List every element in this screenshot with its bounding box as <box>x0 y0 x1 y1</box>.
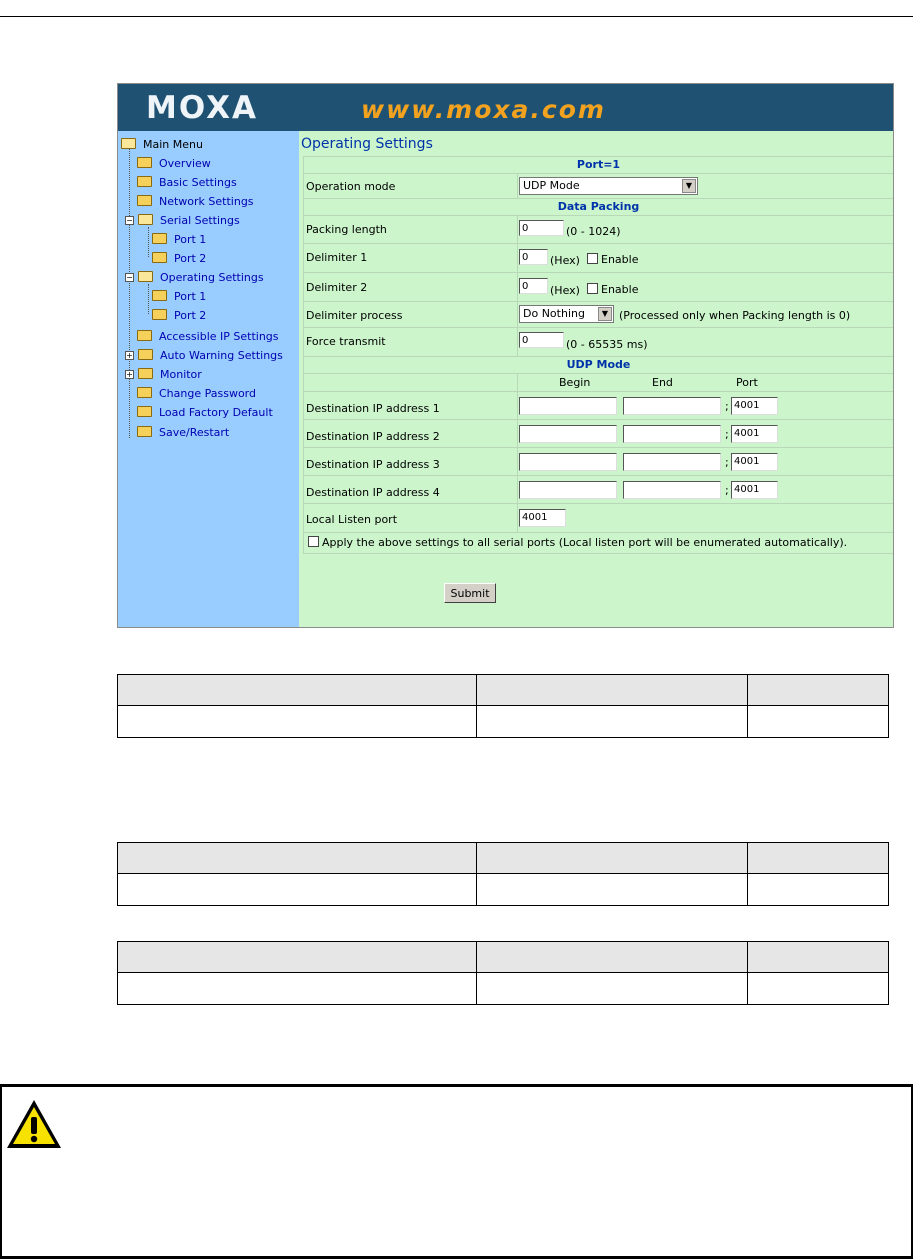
menu-auto-warning[interactable]: + Auto Warning Settings <box>126 349 283 362</box>
destination-label: Destination IP address 2 <box>306 430 440 443</box>
operation-mode-row <box>303 173 894 199</box>
collapse-icon[interactable]: − <box>126 273 133 282</box>
destination-label: Destination IP address 3 <box>306 458 440 471</box>
menu-serial-port-2[interactable]: Port 2 <box>152 251 206 267</box>
operation-mode-select[interactable]: UDP Mode ▼ <box>519 177 698 195</box>
local-listen-row <box>303 503 894 533</box>
folder-open-icon <box>121 138 136 149</box>
local-listen-label: Local Listen port <box>306 513 398 526</box>
destination-row: Destination IP address 1 ; 4001 <box>303 391 894 420</box>
apply-all-option[interactable]: Apply the above settings to all serial ports (Local listen port will be enumerated automatically). <box>308 536 847 549</box>
destination-port-input[interactable]: 4001 <box>731 481 778 499</box>
force-transmit-label: Force transmit <box>306 335 386 348</box>
delimiter2-label: Delimiter 2 <box>306 281 368 294</box>
tree-line <box>148 284 149 314</box>
column-port: Port <box>736 376 758 389</box>
destination-begin-input[interactable] <box>519 397 617 415</box>
operating-settings-panel <box>299 131 893 627</box>
menu-overview[interactable]: Overview <box>137 156 211 172</box>
tree-line <box>129 148 130 438</box>
warning-icon <box>5 1098 63 1150</box>
delimiter2-input[interactable]: 0 <box>519 278 548 294</box>
packing-length-hint: (0 - 1024) <box>566 225 621 238</box>
destination-end-input[interactable] <box>623 397 721 415</box>
folder-open-icon <box>138 271 153 282</box>
chevron-down-icon: ▼ <box>598 307 612 321</box>
delimiter1-row <box>303 243 894 273</box>
web-console-screenshot <box>117 83 894 628</box>
doc-table-2 <box>117 842 889 906</box>
destination-begin-input[interactable] <box>519 453 617 471</box>
folder-icon <box>152 309 167 320</box>
page-header-rule <box>0 16 913 17</box>
force-transmit-row <box>303 327 894 357</box>
column-begin: Begin <box>559 376 591 389</box>
destination-end-input[interactable] <box>623 425 721 443</box>
folder-icon <box>137 330 152 341</box>
doc-table-3 <box>117 941 889 1005</box>
operation-mode-label: Operation mode <box>306 180 396 193</box>
delimiter1-hex: (Hex) <box>550 254 580 267</box>
udp-column-headers <box>303 373 894 392</box>
delimiter-process-label: Delimiter process <box>306 309 403 322</box>
destination-row: Destination IP address 2 ; 4001 <box>303 419 894 448</box>
folder-open-icon <box>138 214 153 225</box>
delimiter1-label: Delimiter 1 <box>306 251 368 264</box>
menu-serial-settings[interactable]: − Serial Settings <box>126 214 240 227</box>
delimiter2-row <box>303 272 894 302</box>
force-transmit-hint: (0 - 65535 ms) <box>566 338 648 351</box>
destination-port-input[interactable]: 4001 <box>731 397 778 415</box>
column-end: End <box>652 376 673 389</box>
menu-operating-port-2[interactable]: Port 2 <box>152 308 206 324</box>
menu-network-settings[interactable]: Network Settings <box>137 194 254 210</box>
folder-icon <box>138 349 153 360</box>
force-transmit-input[interactable]: 0 <box>519 332 564 348</box>
tree-line <box>148 227 149 257</box>
banner <box>118 84 893 131</box>
menu-main[interactable]: Main Menu <box>121 137 203 153</box>
folder-icon <box>137 426 152 437</box>
destination-end-input[interactable] <box>623 453 721 471</box>
folder-icon <box>137 157 152 168</box>
delimiter-process-select[interactable]: Do Nothing ▼ <box>519 305 614 323</box>
folder-icon <box>137 176 152 187</box>
delimiter2-hex: (Hex) <box>550 284 580 297</box>
delimiter-process-row <box>303 301 894 328</box>
menu-operating-settings[interactable]: − Operating Settings <box>126 271 264 284</box>
attention-box <box>0 1084 913 1259</box>
expand-icon[interactable]: + <box>126 370 133 379</box>
menu-serial-port-1[interactable]: Port 1 <box>152 232 206 248</box>
packing-length-label: Packing length <box>306 223 387 236</box>
chevron-down-icon: ▼ <box>682 179 696 193</box>
main-menu <box>118 131 299 627</box>
udp-mode-header: UDP Mode <box>303 356 894 374</box>
delimiter1-enable-checkbox[interactable] <box>587 253 598 264</box>
doc-table-1 <box>117 674 889 738</box>
delimiter-process-hint: (Processed only when Packing length is 0) <box>619 309 851 322</box>
submit-button[interactable]: Submit <box>444 583 496 603</box>
menu-basic-settings[interactable]: Basic Settings <box>137 175 237 191</box>
port-header: Port=1 <box>303 156 894 174</box>
local-listen-input[interactable]: 4001 <box>519 509 566 527</box>
delimiter1-enable[interactable]: Enable <box>587 253 638 266</box>
folder-icon <box>152 290 167 301</box>
delimiter2-enable[interactable]: Enable <box>587 283 638 296</box>
menu-monitor[interactable]: + Monitor <box>126 368 202 381</box>
folder-icon <box>137 406 152 417</box>
apply-all-row <box>303 532 894 554</box>
destination-begin-input[interactable] <box>519 425 617 443</box>
packing-length-row <box>303 215 894 244</box>
moxa-logo: MOXA <box>146 90 258 126</box>
folder-icon <box>138 368 153 379</box>
collapse-icon[interactable]: − <box>126 216 133 225</box>
apply-all-checkbox[interactable] <box>308 536 319 547</box>
destination-label: Destination IP address 4 <box>306 486 440 499</box>
moxa-url: www.moxa.com <box>361 95 606 124</box>
menu-accessible-ip[interactable]: Accessible IP Settings <box>137 329 279 345</box>
menu-save-restart[interactable]: Save/Restart <box>137 425 229 441</box>
folder-icon <box>137 195 152 206</box>
page-title: Operating Settings <box>301 136 433 152</box>
menu-load-factory-default[interactable]: Load Factory Default <box>137 405 273 421</box>
destination-port-input[interactable]: 4001 <box>731 425 778 443</box>
delimiter2-enable-checkbox[interactable] <box>587 283 598 294</box>
menu-change-password[interactable]: Change Password <box>137 386 256 402</box>
folder-icon <box>152 252 167 263</box>
destination-begin-input[interactable] <box>519 481 617 499</box>
expand-icon[interactable]: + <box>126 351 133 360</box>
destination-row: Destination IP address 4 ; 4001 <box>303 475 894 504</box>
destination-port-input[interactable]: 4001 <box>731 453 778 471</box>
destination-label: Destination IP address 1 <box>306 402 440 415</box>
data-packing-header: Data Packing <box>303 198 894 216</box>
folder-icon <box>152 233 167 244</box>
destination-row: Destination IP address 3 ; 4001 <box>303 447 894 476</box>
packing-length-input[interactable]: 0 <box>519 220 564 236</box>
destination-end-input[interactable] <box>623 481 721 499</box>
menu-operating-port-1[interactable]: Port 1 <box>152 289 206 305</box>
delimiter1-input[interactable]: 0 <box>519 249 548 265</box>
folder-icon <box>137 387 152 398</box>
